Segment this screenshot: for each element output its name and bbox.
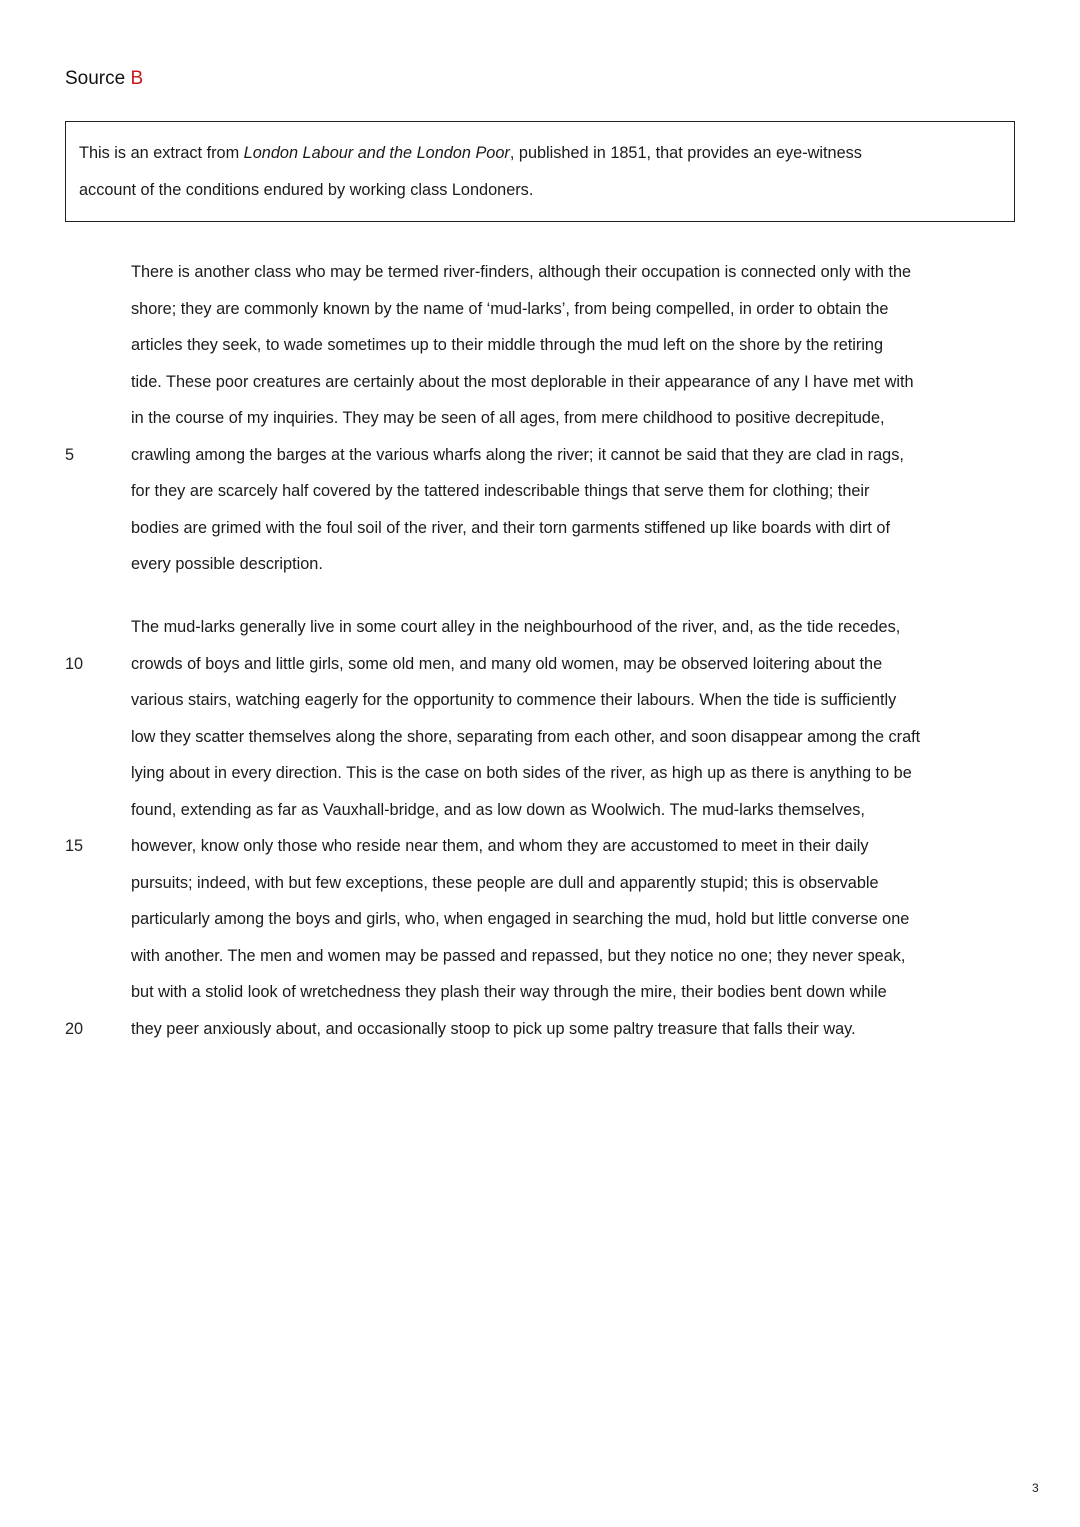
extract-line xyxy=(0,719,1080,756)
intro-line-1 xyxy=(79,135,1001,172)
extract-line-text: every possible description. xyxy=(131,555,323,573)
extract-line xyxy=(0,974,1080,1011)
extract-line xyxy=(0,510,1080,547)
extract-line-text: bodies are grimed with the foul soil of the river, and their torn garments stiffened up like boards with dirt of xyxy=(131,518,890,537)
extract-line xyxy=(0,291,1080,328)
intro-text-after: , published in 1851, that provides an eye-witness xyxy=(509,144,862,162)
extract-line-text: shore; they are commonly known by the name of ‘mud-larks’, from being compelled, in order to obtain the xyxy=(131,299,889,318)
extract-line-text: they peer anxiously about, and occasionally stoop to pick up some paltry treasure that falls their way. xyxy=(131,1019,856,1038)
extract-line xyxy=(0,254,1080,291)
extract-line-text: however, know only those who reside near them, and whom they are accustomed to meet in their daily xyxy=(131,837,869,855)
book-title: London Labour and the London Poor xyxy=(243,144,510,162)
extract-line xyxy=(0,437,1080,474)
extract-line xyxy=(0,865,1080,902)
source-heading xyxy=(65,66,143,92)
extract-line xyxy=(0,682,1080,719)
extract-line xyxy=(0,901,1080,938)
extract-line xyxy=(0,609,1080,646)
extract-line-text: low they scatter themselves along the shore, separating from each other, and soon disappear among the craft xyxy=(131,727,921,746)
extract-line-text: The mud-larks generally live in some court alley in the neighbourhood of the river, and, as the tide recedes, xyxy=(131,618,901,636)
extract-line xyxy=(0,364,1080,401)
extract-line xyxy=(0,828,1080,865)
extract-line xyxy=(0,473,1080,510)
intro-line-2: account of the conditions endured by working class Londoners. xyxy=(79,180,534,199)
extract-line-text: for they are scarcely half covered by the tattered indescribable things that serve them for clothing; their xyxy=(131,482,870,500)
extract-line-text: pursuits; indeed, with but few exceptions, these people are dull and apparently stupid; this is observable xyxy=(131,873,879,892)
source-label: Source xyxy=(65,68,126,89)
line-number: 15 xyxy=(65,837,84,855)
extract-line-text: but with a stolid look of wretchedness they plash their way through the mire, their bodies bent down while xyxy=(131,983,887,1001)
extract-line-text: lying about in every direction. This is the case on both sides of the river, as high up as there is anything to be xyxy=(131,764,912,782)
extract-line xyxy=(0,755,1080,792)
extract-line xyxy=(0,400,1080,437)
intro-box xyxy=(65,121,1015,222)
extract-line xyxy=(0,646,1080,683)
line-number: 20 xyxy=(65,1019,84,1038)
extract-line xyxy=(0,1011,1080,1048)
extract-line-text: found, extending as far as Vauxhall-bridge, and as low down as Woolwich. The mud-larks themselves, xyxy=(131,800,865,819)
intro-text-before: This is an extract from xyxy=(79,144,244,162)
extract-line-text: crawling among the barges at the various wharfs along the river; it cannot be said that they are clad in rags, xyxy=(131,445,904,464)
extract-line xyxy=(0,327,1080,364)
extract-line xyxy=(0,792,1080,829)
extract-line-text: with another. The men and women may be passed and repassed, but they notice no one; they never speak, xyxy=(131,946,906,965)
extract-line xyxy=(0,546,1080,583)
source-letter: B xyxy=(130,68,144,89)
line-number: 5 xyxy=(65,445,75,464)
extract-line-text: articles they seek, to wade sometimes up to their middle through the mud left on the shore by the retiring xyxy=(131,336,884,354)
extract-line-text: various stairs, watching eagerly for the opportunity to commence their labours. When the tide is sufficiently xyxy=(131,691,897,709)
page-number: 3 xyxy=(1032,1481,1039,1495)
extract-line-text: in the course of my inquiries. They may be seen of all ages, from mere childhood to positive decrepitude, xyxy=(131,409,885,427)
extract-line xyxy=(0,938,1080,975)
extract-line-text: tide. These poor creatures are certainly about the most deplorable in their appearance of any I have met with xyxy=(131,372,914,391)
extract-line-text: There is another class who may be termed river-finders, although their occupation is connected only with the xyxy=(131,263,912,281)
extract-line-text: crowds of boys and little girls, some old men, and many old women, may be observed loitering about the xyxy=(131,654,883,673)
line-number: 10 xyxy=(65,654,84,673)
extract-line-text: particularly among the boys and girls, who, when engaged in searching the mud, hold but little converse one xyxy=(131,910,910,928)
